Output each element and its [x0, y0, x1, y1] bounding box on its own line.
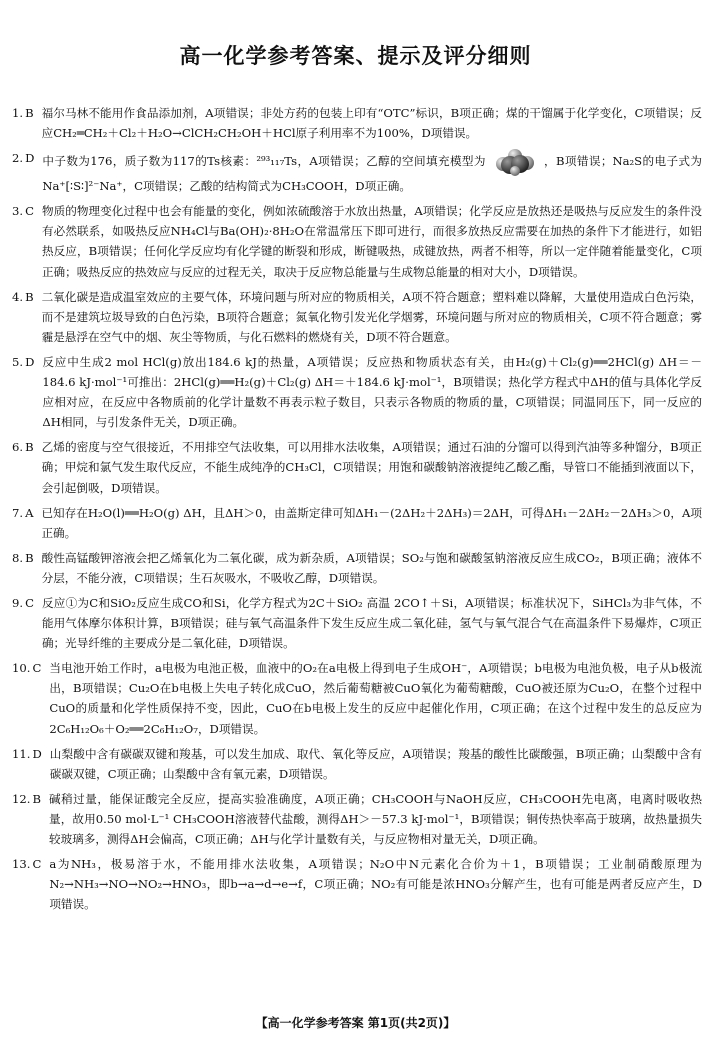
item-explanation: 酸性高锰酸钾溶液会把乙烯氧化为二氧化碳，成为新杂质，A项错误；SO₂与饱和碳酸氢钠溶液反应生成CO₂，B项正确；液体不分层，不能分液，C项错误；生石灰吸水，不吸收乙醇，D项错误。 [41, 550, 702, 585]
item-answer: D [32, 746, 42, 761]
item-number: 9. [12, 595, 24, 610]
item-number: 5. [12, 354, 24, 369]
answer-item-10 [12, 658, 702, 738]
item-number: 11. [12, 746, 31, 761]
answer-item-12 [12, 789, 702, 849]
item-explanation: 二氧化碳是造成温室效应的主要气体，环境问题与所对应的物质相关，A项不符合题意；塑料难以降解，大量使用造成白色污染，而不是建筑垃圾导致的白色污染，B项符合题意；氮氧化物引发光化学烟雾，环境问题与所对应的物质相关，C项不符合题意；雾霾是悬浮在空气中的烟、灰尘等物质，与化石燃料的燃烧有关，D项不符合题意。 [41, 289, 702, 344]
item-answer: B [25, 440, 34, 455]
item-number: 8. [12, 550, 24, 565]
item-explanation: 反应中生成2 mol HCl(g)放出184.6 kJ的热量，A项错误；反应热和物质状态有关，由H₂(g)＋Cl₂(g)══2HCl(g) ΔH＝－184.6 kJ·mol⁻¹可推出：2HCl(g)══H₂(g)＋Cl₂(g) ΔH＝＋184.6 kJ·mol⁻¹，B项错误；热化学方程式中ΔH的值与具体化学反应相对应，在反应中各物质前的化学计量数不再表示粒子数目，只表示各物质的物质的量，C项错误；同温同压下，同一反应的ΔH相同，与引发条件无关，D项正确。 [42, 354, 702, 430]
item-answer: C [25, 204, 34, 219]
page-title: 高一化学参考答案、提示及评分细则 [179, 44, 532, 68]
item-number: 2. [12, 151, 24, 166]
item-number: 3. [12, 204, 24, 219]
item-explanation: 山梨酸中含有碳碳双键和羧基，可以发生加成、取代、氧化等反应，A项错误；羧基的酸性比碳酸强，B项正确；山梨酸中含有碳碳双键，C项正确；山梨酸中含有氧元素，D项错误。 [49, 746, 702, 781]
answer-item-11 [12, 744, 702, 784]
answer-item-5 [12, 352, 702, 432]
item-answer: B [25, 550, 34, 565]
item-explanation: a为NH₃，极易溶于水，不能用排水法收集，A项错误；N₂O中N元素化合价为＋1，B项错误；工业制硝酸原理为N₂→NH₃→NO→NO₂→HNO₃，即b→a→d→e→f，C项正确；NO₂有可能是浓HNO₃分解产生，也有可能是两者反应产生，D项错误。 [49, 857, 702, 912]
item-answer: B [25, 289, 34, 304]
item-answer: B [25, 106, 34, 120]
item-explanation: 反应①为C和SiO₂反应生成CO和Si，化学方程式为2C＋SiO₂ 高温 2CO↑＋Si，A项错误；标准状况下，SiHCl₃为非气体，不能用气体摩尔体积计算，B项错误；硅与氧气高温条件下发生反应生成二氧化硅，氢气与氧气混合气在高温条件下易爆炸，C项正确；光导纤维的主要成分是二氧化硅，D项错误。 [41, 595, 702, 651]
answer-item-1 [12, 103, 702, 143]
item-answer: C [32, 857, 42, 872]
answer-item-13 [12, 854, 702, 914]
item-number: 13. [12, 857, 31, 872]
answer-item-4 [12, 287, 702, 347]
item-answer: C [25, 595, 34, 610]
item-explanation: 福尔马林不能用作食品添加剂，A项错误；非处方药的包装上印有“OTC”标识，B项正确；煤的干馏属于化学变化，C项错误；反应CH₂═CH₂＋Cl₂＋H₂O→ClCH₂CH₂OH＋HCl原子利用率不为100%，D项错误。 [41, 106, 702, 141]
answer-item-2 [12, 148, 702, 196]
item-explanation-part1: 中子数为176，质子数为117的Ts核素：²⁹³₁₁₇Ts，A项错误；乙醇的空间填充模型为 [42, 154, 486, 169]
answer-item-9 [12, 593, 702, 653]
item-answer: B [32, 791, 41, 806]
answer-item-8 [12, 548, 702, 588]
item-answer: C [32, 661, 42, 676]
item-explanation: 当电池开始工作时，a电极为电池正极，血液中的O₂在a电极上得到电子生成OH⁻，A项错误；b电极为电池负极，电子从b极流出，B项错误；Cu₂O在b电极上失电子转化成CuO，然后葡萄糖被CuO氧化为葡萄糖酸，CuO被还原为Cu₂O，在整个过程中CuO的质量和化学性质保持不变，因此，CuO在b电极上发生的反应中起催化作用，C项正确；在这个过程中发生的总反应为2C₆H₁₂O₆＋O₂══2C₆H₁₂O₇，D项错误。 [49, 661, 702, 736]
answer-item-6 [12, 437, 702, 497]
item-answer: D [25, 151, 35, 166]
answer-item-7 [12, 503, 702, 543]
item-explanation: 乙烯的密度与空气很接近，不用排空气法收集，可以用排水法收集，A项错误；通过石油的分馏可以得到汽油等多种馏分，B项正确；甲烷和氯气发生取代反应，不能生成纯净的CH₃Cl，C项错误；用饱和碳酸钠溶液提纯乙酸乙酯，导管口不能插到液面以下，会引起倒吸，D项错误。 [41, 440, 702, 495]
item-number: 12. [12, 791, 31, 806]
answer-list [12, 103, 702, 919]
item-explanation [42, 148, 702, 196]
item-number: 4. [12, 289, 24, 304]
item-number: 1. [12, 106, 24, 120]
answer-item-3 [12, 201, 702, 281]
page-footer: 【高一化学参考答案 第1页(共2页)】 [255, 1016, 456, 1030]
item-number: 10. [12, 661, 31, 676]
ethanol-space-filling-model-image [493, 148, 537, 176]
item-number: 6. [12, 440, 24, 455]
item-explanation-part2: ，B项错误；Na₂S的电子式为Na⁺[∶S∶]²⁻Na⁺，C项错误；乙酸的结构简式为CH₃COOH，D项正确。 [42, 154, 703, 194]
item-answer: D [25, 354, 35, 369]
item-answer: A [25, 505, 34, 520]
item-explanation: 碱稍过量，能保证酸完全反应，提高实验准确度，A项正确；CH₃COOH与NaOH反应，CH₃COOH先电离，电离时吸收热量，故用0.50 mol·L⁻¹ CH₃COOH溶液替代盐酸，测得ΔH＞－57.3 kJ·mol⁻¹，B项错误；铜传热快率高于玻璃，故热量损失较玻璃多，测得ΔH会偏高，C项正确；ΔH与化学计量数有关，与反应物相对量无关，D项正确。 [48, 791, 702, 846]
item-number: 7. [12, 505, 24, 520]
item-explanation: 物质的物理变化过程中也会有能量的变化，例如浓硫酸溶于水放出热量，A项错误；化学反应是放热还是吸热与反应发生的条件没有必然联系，如吸热反应NH₄Cl与Ba(OH)₂·8H₂O在常温常压下即可进行，而很多放热反应需要在加热的条件下才能进行，如铝热反应，B项错误；任何化学反应均有化学键的断裂和形成，断键吸热，成键放热，两者不相等，所以一定伴随着能量变化，C项正确；吸热反应的热效应与反应的过程无关，取决于反应物总能量与生成物总能量的相对大小，D项错误。 [41, 204, 702, 279]
item-explanation: 已知存在H₂O(l)══H₂O(g) ΔH，且ΔH＞0，由盖斯定律可知ΔH₁－(2ΔH₂＋2ΔH₃)＝2ΔH，可得ΔH₁－2ΔH₂－2ΔH₃＞0，A项正确。 [41, 505, 702, 540]
